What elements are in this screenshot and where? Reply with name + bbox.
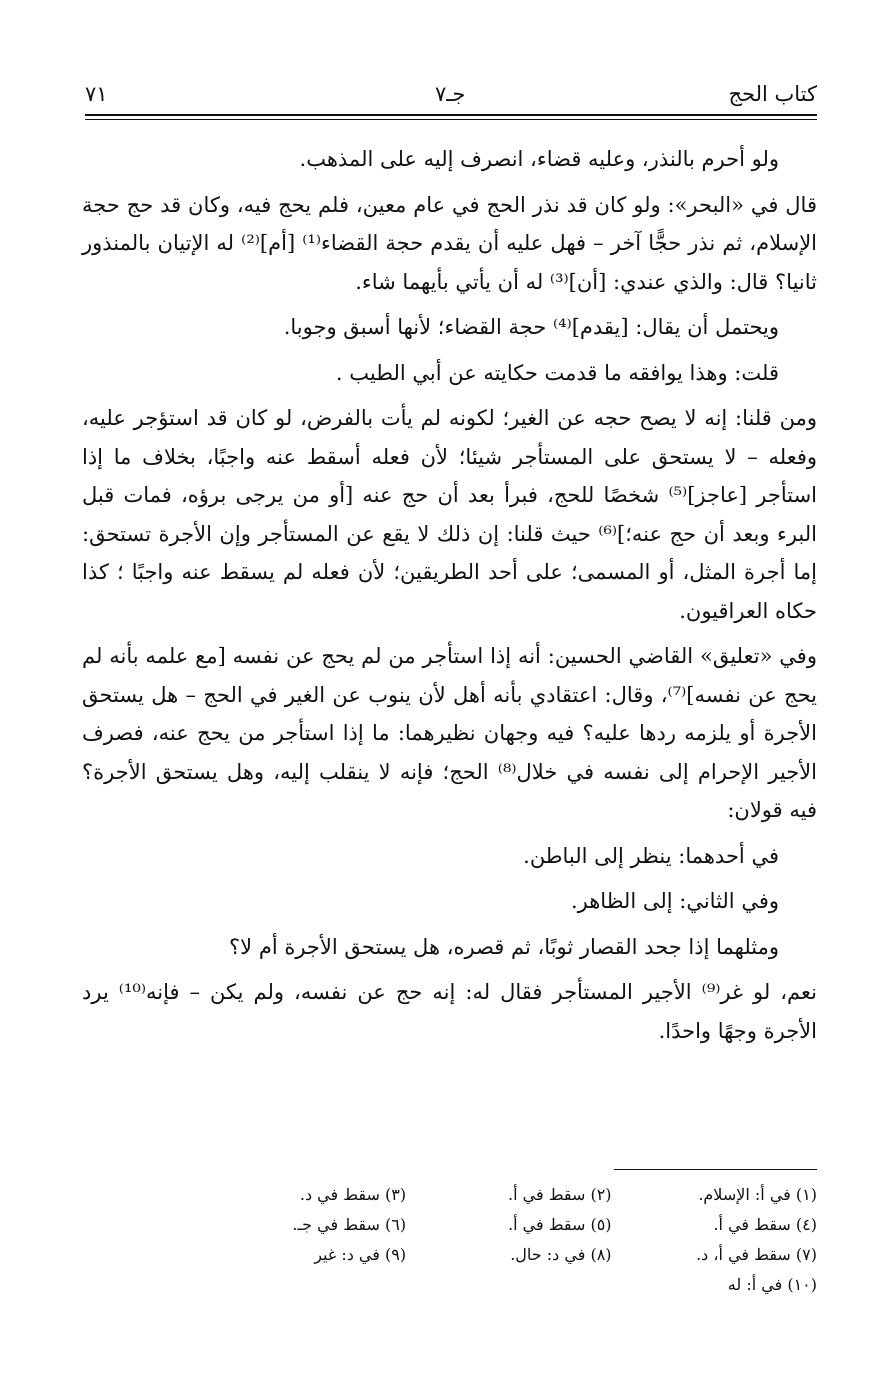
footnote: (٧) سقط في أ، د. <box>696 1245 817 1264</box>
footnotes <box>200 1180 817 1300</box>
paragraph: وفي الثاني: إلى الظاهر. <box>570 889 779 913</box>
paragraph: ومن قلنا: إنه لا يصح حجه عن الغير؛ لكونه لم يأت بالفرض، لو كان قد استؤجر عليه، وفعله – لا يستحق على المستأجر شيئا؛ لأن فعله أسقط عنه واجبًا، بخلاف ما إذا استأجر [عاجز]⁽⁵⁾ شخصًا للحج، فبرأ بعد أن حج عنه [أو من يرجى برؤه، فمات قبل البرء وبعد أن حج عنه؛]⁽⁶⁾ حيث قلنا: إن ذلك لا يقع عن المستأجر وإن الأجرة تستحق: إما أجرة المثل، أو المسمى؛ على أحد الطريقين؛ لأن فعله لم يسقط عنه واجبًا ؛ كذا حكاه العراقيون. <box>82 406 818 623</box>
footnote: (١٠) في أ: له <box>727 1275 817 1294</box>
page-number: ٧١ <box>85 82 108 106</box>
footnote: (٥) سقط في أ. <box>508 1215 612 1234</box>
paragraph: في أحدهما: ينظر إلى الباطن. <box>523 843 779 868</box>
running-header <box>85 76 817 112</box>
header-book-title: كتاب الحج <box>728 82 817 106</box>
footnote: (١) في أ: الإسلام. <box>698 1185 817 1204</box>
paragraph: قلت: وهذا يوافقه ما قدمت حكايته عن أبي الطيب . <box>335 360 779 385</box>
footnote: (٢) سقط في أ. <box>508 1185 612 1204</box>
header-volume: جـ٧ <box>435 82 466 106</box>
footnote: (٨) في د: حال. <box>510 1245 612 1264</box>
paragraph: وفي «تعليق» القاضي الحسين: أنه إذا استأجر من لم يحج عن نفسه [مع علمه بأنه لم يحج عن نفسه]⁽⁷⁾، وقال: اعتقادي بأنه أهل لأن ينوب عن الغير في الحج – هل يستحق الأجرة أو يلزمه ردها عليه؟ فيه وجهان نظيرهما: ما إذا استأجر من يحج عنه، فصرف الأجير الإحرام إلى نفسه في خلال⁽⁸⁾ الحج؛ فإنه لا ينقلب إليه، وهل يستحق الأجرة؟ فيه قولان: <box>82 644 817 822</box>
header-rule-thick <box>85 114 817 116</box>
footnote: (٤) سقط في أ. <box>713 1215 817 1234</box>
footnote: (٦) سقط في جـ. <box>292 1215 407 1234</box>
paragraph: قال في «البحر»: ولو كان قد نذر الحج في عام معين، فلم يحج فيه، وكان قد حج حجة الإسلام، ثم نذر حجًّا آخر – فهل عليه أن يقدم حجة القضاء⁽¹⁾ [أم]⁽²⁾ له الإتيان بالمنذور ثانيا؟ قال: والذي عندي: [أن]⁽³⁾ له أن يأتي بأيهما شاء. <box>82 192 818 294</box>
paragraph: ويحتمل أن يقال: [يقدم]⁽⁴⁾ حجة القضاء؛ لأنها أسبق وجوبا. <box>283 315 779 339</box>
footnote-rule <box>614 1169 817 1170</box>
header-rule-thin <box>85 119 817 120</box>
paragraph: ولو أحرم بالنذر، وعليه قضاء، انصرف إليه على المذهب. <box>299 147 779 171</box>
footnote: (٩) في د: غير <box>314 1245 407 1264</box>
footnote: (٣) سقط في د. <box>299 1185 407 1204</box>
main-text <box>82 140 817 1050</box>
paragraph: ومثلهما إذا جحد القصار ثوبًا، ثم قصره، هل يستحق الأجرة أم لا؟ <box>229 934 779 959</box>
paragraph: نعم، لو غر⁽⁹⁾ الأجير المستأجر فقال له: إنه حج عن نفسه، ولم يكن – فإنه⁽¹⁰⁾ يرد الأجرة وجهًا واحدًا. <box>82 980 817 1043</box>
